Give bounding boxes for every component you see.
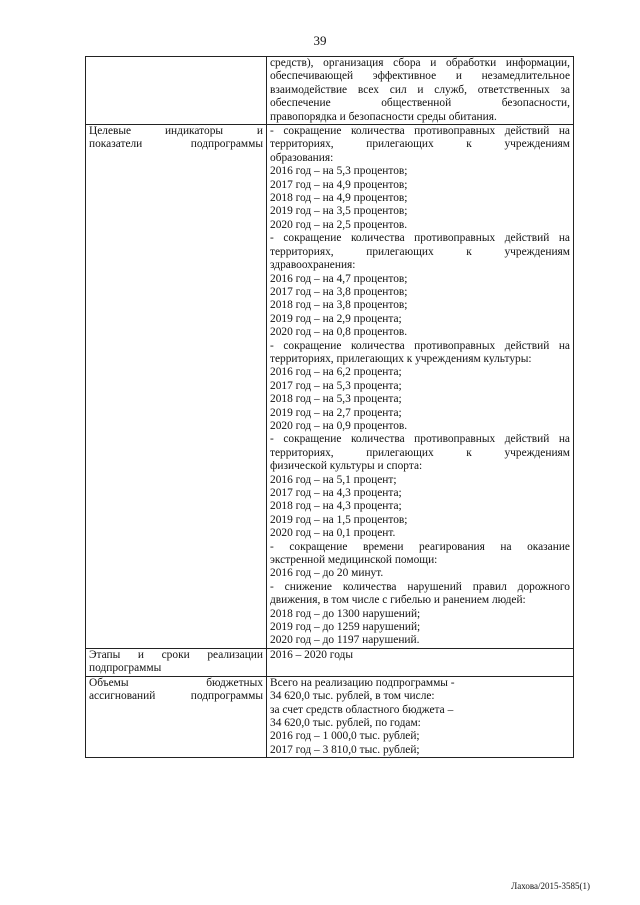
value-line: 2020 год – на 0,9 процентов.	[270, 419, 408, 432]
value-line: - сокращение количества противоправных действий на	[270, 125, 570, 138]
row-label-cell	[86, 57, 267, 125]
value-line: 34 620,0 тыс. рублей, в том числе:	[270, 690, 435, 703]
value-line: 2016 год – 1 000,0 тыс. рублей;	[270, 730, 420, 743]
label-line: ассигнований подпрограммы	[89, 690, 263, 703]
value-line: образования:	[270, 151, 334, 164]
row-label-cell	[86, 648, 267, 676]
value-line: 2019 год – на 2,7 процента;	[270, 406, 402, 419]
value-line: 2020 год – на 2,5 процентов.	[270, 218, 408, 231]
value-line: физической культуры и спорта:	[270, 460, 423, 473]
value-line: 2019 год – на 1,5 процентов;	[270, 513, 408, 526]
value-line: средств), организация сбора и обработки информации,	[270, 57, 570, 69]
value-line: 2019 год – на 3,5 процентов;	[270, 205, 408, 218]
label-line: Объемы бюджетных	[89, 676, 263, 689]
row-value-cell	[267, 57, 574, 125]
value-line: 2017 год – 3 810,0 тыс. рублей;	[270, 743, 420, 756]
value-line: 2019 год – на 2,9 процента;	[270, 312, 402, 325]
row-value-cell	[267, 676, 574, 757]
value-line: 2019 год – до 1259 нарушений;	[270, 621, 421, 634]
table-row	[86, 648, 574, 676]
value-line: 2018 год – на 4,3 процента;	[270, 500, 402, 513]
table-row	[86, 676, 574, 757]
label-line: подпрограммы	[89, 662, 162, 675]
value-line: территориях, прилегающих к учреждениям	[270, 245, 570, 258]
label-line: показатели подпрограммы	[89, 138, 263, 151]
value-line: - сокращение количества противоправных действий на	[270, 339, 570, 352]
value-line: 2017 год – на 4,9 процентов;	[270, 178, 408, 191]
row-value-cell	[267, 648, 574, 676]
label-line: Этапы и сроки реализации	[89, 648, 263, 661]
row-value-cell	[267, 125, 574, 649]
label-line: Целевые индикаторы и	[89, 125, 263, 138]
value-line: - сокращение количества противоправных действий на	[270, 433, 570, 446]
value-line: 2020 год – до 1197 нарушений.	[270, 634, 420, 647]
value-line: взаимодействие всех сил и служб, ответственных за	[270, 83, 570, 96]
value-line: 2018 год – на 4,9 процентов;	[270, 192, 408, 205]
value-line: обеспечение общественной безопасности,	[270, 97, 570, 110]
value-line: 2017 год – на 5,3 процента;	[270, 379, 402, 392]
value-line: 2016 год – на 5,1 процент;	[270, 473, 397, 486]
value-line: 2016 год – на 6,2 процента;	[270, 366, 402, 379]
value-line: 2016 – 2020 годы	[270, 648, 354, 661]
value-line: - снижение количества нарушений правил дорожного	[270, 580, 570, 593]
value-line: 2020 год – на 0,1 процент.	[270, 527, 396, 540]
value-line: обеспечивающей эффективное и незамедлительное	[270, 70, 570, 83]
value-line: 34 620,0 тыс. рублей, по годам:	[270, 716, 421, 729]
value-line: 2020 год – на 0,8 процентов.	[270, 326, 408, 339]
value-line: 2016 год – на 5,3 процентов;	[270, 165, 408, 178]
value-line: Всего на реализацию подпрограммы -	[270, 676, 455, 689]
value-line: 2016 год – на 4,7 процентов;	[270, 272, 408, 285]
value-line: территориях, прилегающих к учреждениям культуры:	[270, 352, 532, 365]
value-line: 2018 год – на 3,8 процентов;	[270, 299, 408, 312]
value-line: 2017 год – на 3,8 процентов;	[270, 285, 408, 298]
row-label-cell	[86, 125, 267, 649]
page-number: 39	[313, 33, 327, 48]
subprogram-passport-table	[85, 56, 574, 758]
value-line: 2018 год – до 1300 нарушений;	[270, 607, 421, 620]
value-line: движения, в том числе с гибелью и ранением людей:	[270, 594, 526, 607]
value-line: территориях, прилегающих к учреждениям	[270, 446, 570, 459]
value-line: экстренной медицинской помощи:	[270, 554, 438, 567]
value-line: - сокращение времени реагирования на оказание	[270, 540, 570, 553]
table-row	[86, 57, 574, 125]
value-line: за счет средств областного бюджета –	[270, 703, 454, 716]
value-line: территориях, прилегающих к учреждениям	[270, 138, 570, 151]
value-line: 2016 год – до 20 минут.	[270, 567, 384, 580]
value-line: - сокращение количества противоправных действий на	[270, 232, 570, 245]
value-line: правопорядка и безопасности среды обитания.	[270, 110, 497, 123]
row-label-cell	[86, 676, 267, 757]
value-line: здравоохранения:	[270, 259, 356, 272]
value-line: 2018 год – на 5,3 процента;	[270, 393, 402, 406]
value-line: 2017 год – на 4,3 процента;	[270, 487, 402, 499]
table-row	[86, 125, 574, 649]
document-footer-code: Лахова/2015-3585(1)	[511, 881, 590, 891]
